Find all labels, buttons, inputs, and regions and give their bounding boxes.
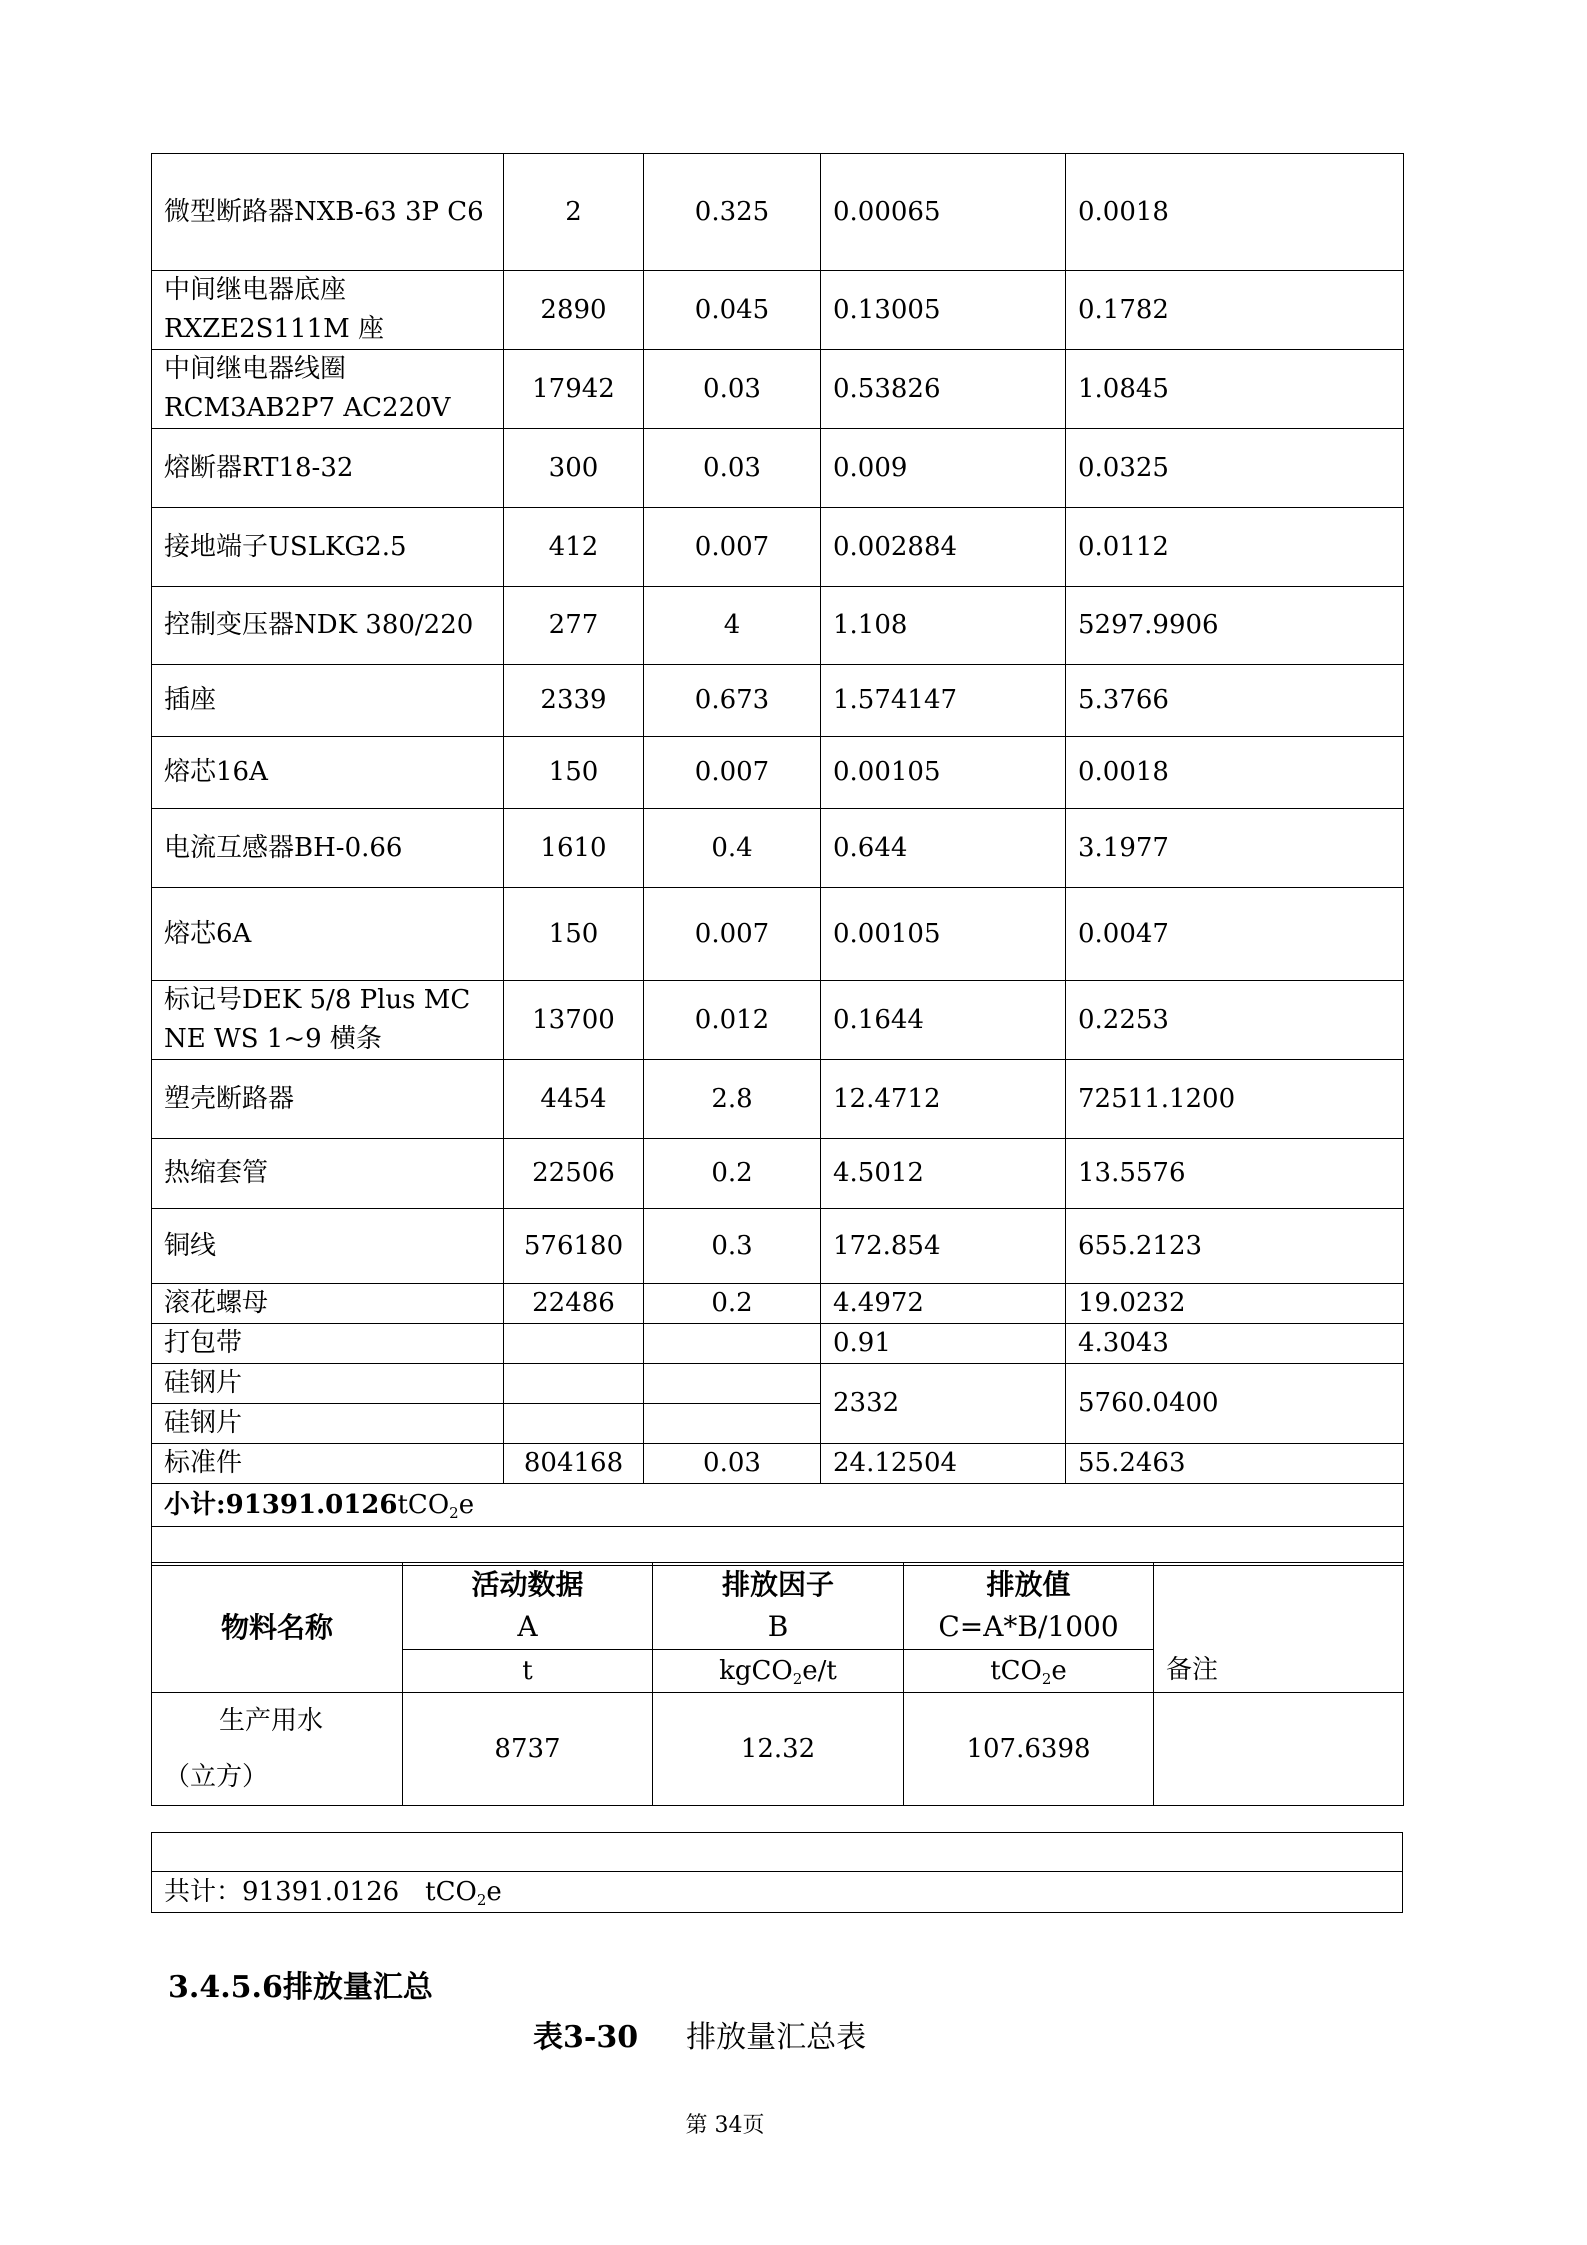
material-qty: 150 bbox=[504, 888, 644, 981]
section-heading: 3.4.5.6排放量汇总 bbox=[168, 1970, 433, 2005]
material-emission: 0.0112 bbox=[1066, 508, 1404, 587]
table-row bbox=[152, 154, 1404, 271]
material-factor: 0.673 bbox=[644, 665, 821, 737]
empty-cell bbox=[152, 1833, 1403, 1872]
material-emission: 5297.9906 bbox=[1066, 587, 1404, 665]
material-name: 控制变压器NDK 380/220 bbox=[152, 587, 504, 665]
unit-activity: t bbox=[403, 1650, 653, 1693]
table-row bbox=[152, 271, 1404, 350]
header-factor: 排放因子 B bbox=[653, 1563, 904, 1650]
material-emission: 0.0018 bbox=[1066, 154, 1404, 271]
table-row bbox=[152, 1444, 1404, 1484]
material-qty: 2890 bbox=[504, 271, 644, 350]
water-activity: 8737 bbox=[403, 1693, 653, 1806]
water-note bbox=[1154, 1693, 1404, 1806]
material-emission: 4.3043 bbox=[1066, 1324, 1404, 1364]
material-weight: 0.00065 bbox=[821, 154, 1066, 271]
material-factor: 2.8 bbox=[644, 1060, 821, 1139]
material-qty bbox=[504, 1364, 644, 1404]
material-factor: 0.045 bbox=[644, 271, 821, 350]
subtotal-unit: tCO$_2$e bbox=[397, 1489, 475, 1522]
materials-table bbox=[151, 153, 1404, 1566]
material-qty bbox=[504, 1404, 644, 1444]
material-emission: 0.1782 bbox=[1066, 271, 1404, 350]
table-row bbox=[152, 1324, 1404, 1364]
table-title: 排放量汇总表 bbox=[686, 2020, 867, 2055]
material-factor: 0.03 bbox=[644, 350, 821, 429]
water-table bbox=[151, 1562, 1404, 1806]
material-weight: 0.1644 bbox=[821, 981, 1066, 1060]
unit-factor: kgCO$_2$e/t bbox=[653, 1650, 904, 1693]
material-qty: 2339 bbox=[504, 665, 644, 737]
material-qty: 412 bbox=[504, 508, 644, 587]
material-qty: 300 bbox=[504, 429, 644, 508]
material-name: 硅钢片 bbox=[152, 1404, 504, 1444]
material-weight: 0.00105 bbox=[821, 888, 1066, 981]
material-name: 塑壳断路器 bbox=[152, 1060, 504, 1139]
table-row bbox=[152, 809, 1404, 888]
material-name: 标准件 bbox=[152, 1444, 504, 1484]
total-table bbox=[151, 1832, 1403, 1913]
material-name: 热缩套管 bbox=[152, 1139, 504, 1209]
table-row bbox=[152, 1139, 1404, 1209]
subtotal-value: 91391.0126 bbox=[225, 1489, 398, 1520]
material-factor: 0.2 bbox=[644, 1139, 821, 1209]
material-emission: 5.3766 bbox=[1066, 665, 1404, 737]
total-cell bbox=[152, 1872, 1403, 1913]
material-qty: 576180 bbox=[504, 1209, 644, 1284]
empty-row bbox=[152, 1833, 1403, 1872]
total-label: 共计： bbox=[164, 1876, 243, 1907]
material-name: 熔断器RT18-32 bbox=[152, 429, 504, 508]
water-factor: 12.32 bbox=[653, 1693, 904, 1806]
material-factor: 0.03 bbox=[644, 1444, 821, 1484]
material-qty bbox=[504, 1324, 644, 1364]
material-name: 插座 bbox=[152, 665, 504, 737]
material-name: 熔芯16A bbox=[152, 737, 504, 809]
material-name: 中间继电器底座RXZE2S111M 座 bbox=[152, 271, 504, 350]
material-emission: 19.0232 bbox=[1066, 1284, 1404, 1324]
material-weight: 1.108 bbox=[821, 587, 1066, 665]
material-emission: 0.0047 bbox=[1066, 888, 1404, 981]
table-row bbox=[152, 737, 1404, 809]
material-weight: 12.4712 bbox=[821, 1060, 1066, 1139]
material-factor: 0.03 bbox=[644, 429, 821, 508]
material-emission: 72511.1200 bbox=[1066, 1060, 1404, 1139]
table-row bbox=[152, 350, 1404, 429]
material-weight: 4.5012 bbox=[821, 1139, 1066, 1209]
material-name: 铜线 bbox=[152, 1209, 504, 1284]
header-emission: 排放值 C=A*B/1000 bbox=[904, 1563, 1154, 1650]
table-row bbox=[152, 587, 1404, 665]
material-factor: 0.007 bbox=[644, 737, 821, 809]
material-weight: 0.13005 bbox=[821, 271, 1066, 350]
total-row bbox=[152, 1872, 1403, 1913]
material-name: 硅钢片 bbox=[152, 1364, 504, 1404]
material-qty: 17942 bbox=[504, 350, 644, 429]
material-weight: 1.574147 bbox=[821, 665, 1066, 737]
material-factor: 0.325 bbox=[644, 154, 821, 271]
material-emission: 1.0845 bbox=[1066, 350, 1404, 429]
material-qty: 22486 bbox=[504, 1284, 644, 1324]
header-material: 物料名称 bbox=[152, 1563, 403, 1693]
material-factor: 0.4 bbox=[644, 809, 821, 888]
material-emission: 0.0018 bbox=[1066, 737, 1404, 809]
page-number: 34 bbox=[714, 2113, 743, 2138]
total-unit: tCO$_2$e bbox=[425, 1876, 502, 1909]
table-row bbox=[152, 1364, 1404, 1404]
subtotal-row bbox=[152, 1484, 1404, 1527]
material-name: 熔芯6A bbox=[152, 888, 504, 981]
material-weight: 172.854 bbox=[821, 1209, 1066, 1284]
material-qty: 150 bbox=[504, 737, 644, 809]
material-qty: 2 bbox=[504, 154, 644, 271]
material-weight: 0.009 bbox=[821, 429, 1066, 508]
material-name: 接地端子USLKG2.5 bbox=[152, 508, 504, 587]
material-factor bbox=[644, 1364, 821, 1404]
material-emission: 3.1977 bbox=[1066, 809, 1404, 888]
header-note: 备注 bbox=[1154, 1563, 1404, 1693]
material-emission: 0.0325 bbox=[1066, 429, 1404, 508]
table-row bbox=[152, 1060, 1404, 1139]
material-factor bbox=[644, 1324, 821, 1364]
material-qty: 277 bbox=[504, 587, 644, 665]
material-emission: 0.2253 bbox=[1066, 981, 1404, 1060]
material-weight: 4.4972 bbox=[821, 1284, 1066, 1324]
material-weight: 2332 bbox=[821, 1364, 1066, 1444]
material-qty: 22506 bbox=[504, 1139, 644, 1209]
material-weight: 0.53826 bbox=[821, 350, 1066, 429]
material-emission: 13.5576 bbox=[1066, 1139, 1404, 1209]
material-factor: 0.007 bbox=[644, 508, 821, 587]
material-name: 滚花螺母 bbox=[152, 1284, 504, 1324]
material-weight: 24.12504 bbox=[821, 1444, 1066, 1484]
subtotal-cell bbox=[152, 1484, 1404, 1527]
empty-cell bbox=[152, 1527, 1404, 1566]
material-name: 标记号DEK 5/8 Plus MC NE WS 1~9 横条 bbox=[152, 981, 504, 1060]
table-number: 表3-30 bbox=[533, 2020, 639, 2055]
material-qty: 13700 bbox=[504, 981, 644, 1060]
empty-row bbox=[152, 1527, 1404, 1566]
material-emission: 55.2463 bbox=[1066, 1444, 1404, 1484]
total-value: 91391.0126 bbox=[242, 1876, 400, 1907]
material-weight: 0.002884 bbox=[821, 508, 1066, 587]
table-row bbox=[152, 888, 1404, 981]
water-emission: 107.6398 bbox=[904, 1693, 1154, 1806]
material-qty: 1610 bbox=[504, 809, 644, 888]
table-caption bbox=[533, 2012, 866, 2056]
table-row bbox=[152, 981, 1404, 1060]
material-factor: 0.007 bbox=[644, 888, 821, 981]
material-weight: 0.00105 bbox=[821, 737, 1066, 809]
material-qty: 804168 bbox=[504, 1444, 644, 1484]
table-row bbox=[152, 1693, 1404, 1806]
material-factor bbox=[644, 1404, 821, 1444]
water-material: 生产用水 （立方） bbox=[152, 1693, 403, 1806]
material-factor: 0.012 bbox=[644, 981, 821, 1060]
material-factor: 0.2 bbox=[644, 1284, 821, 1324]
table-row bbox=[152, 1209, 1404, 1284]
unit-emission: tCO$_2$e bbox=[904, 1650, 1154, 1693]
material-emission: 655.2123 bbox=[1066, 1209, 1404, 1284]
material-name: 微型断路器NXB-63 3P C6 bbox=[152, 154, 504, 271]
material-factor: 4 bbox=[644, 587, 821, 665]
table-row bbox=[152, 1284, 1404, 1324]
material-weight: 0.644 bbox=[821, 809, 1066, 888]
header-row bbox=[152, 1563, 1404, 1650]
material-factor: 0.3 bbox=[644, 1209, 821, 1284]
material-emission: 5760.0400 bbox=[1066, 1364, 1404, 1444]
material-name: 打包带 bbox=[152, 1324, 504, 1364]
table-row bbox=[152, 665, 1404, 737]
material-qty: 4454 bbox=[504, 1060, 644, 1139]
header-activity: 活动数据 A bbox=[403, 1563, 653, 1650]
material-name: 电流互感器BH-0.66 bbox=[152, 809, 504, 888]
table-row bbox=[152, 508, 1404, 587]
table-row bbox=[152, 429, 1404, 508]
subtotal-label: 小计: bbox=[164, 1489, 226, 1520]
material-name: 中间继电器线圈RCM3AB2P7 AC220V bbox=[152, 350, 504, 429]
page-footer: 第 34页 bbox=[685, 2113, 765, 2138]
material-weight: 0.91 bbox=[821, 1324, 1066, 1364]
